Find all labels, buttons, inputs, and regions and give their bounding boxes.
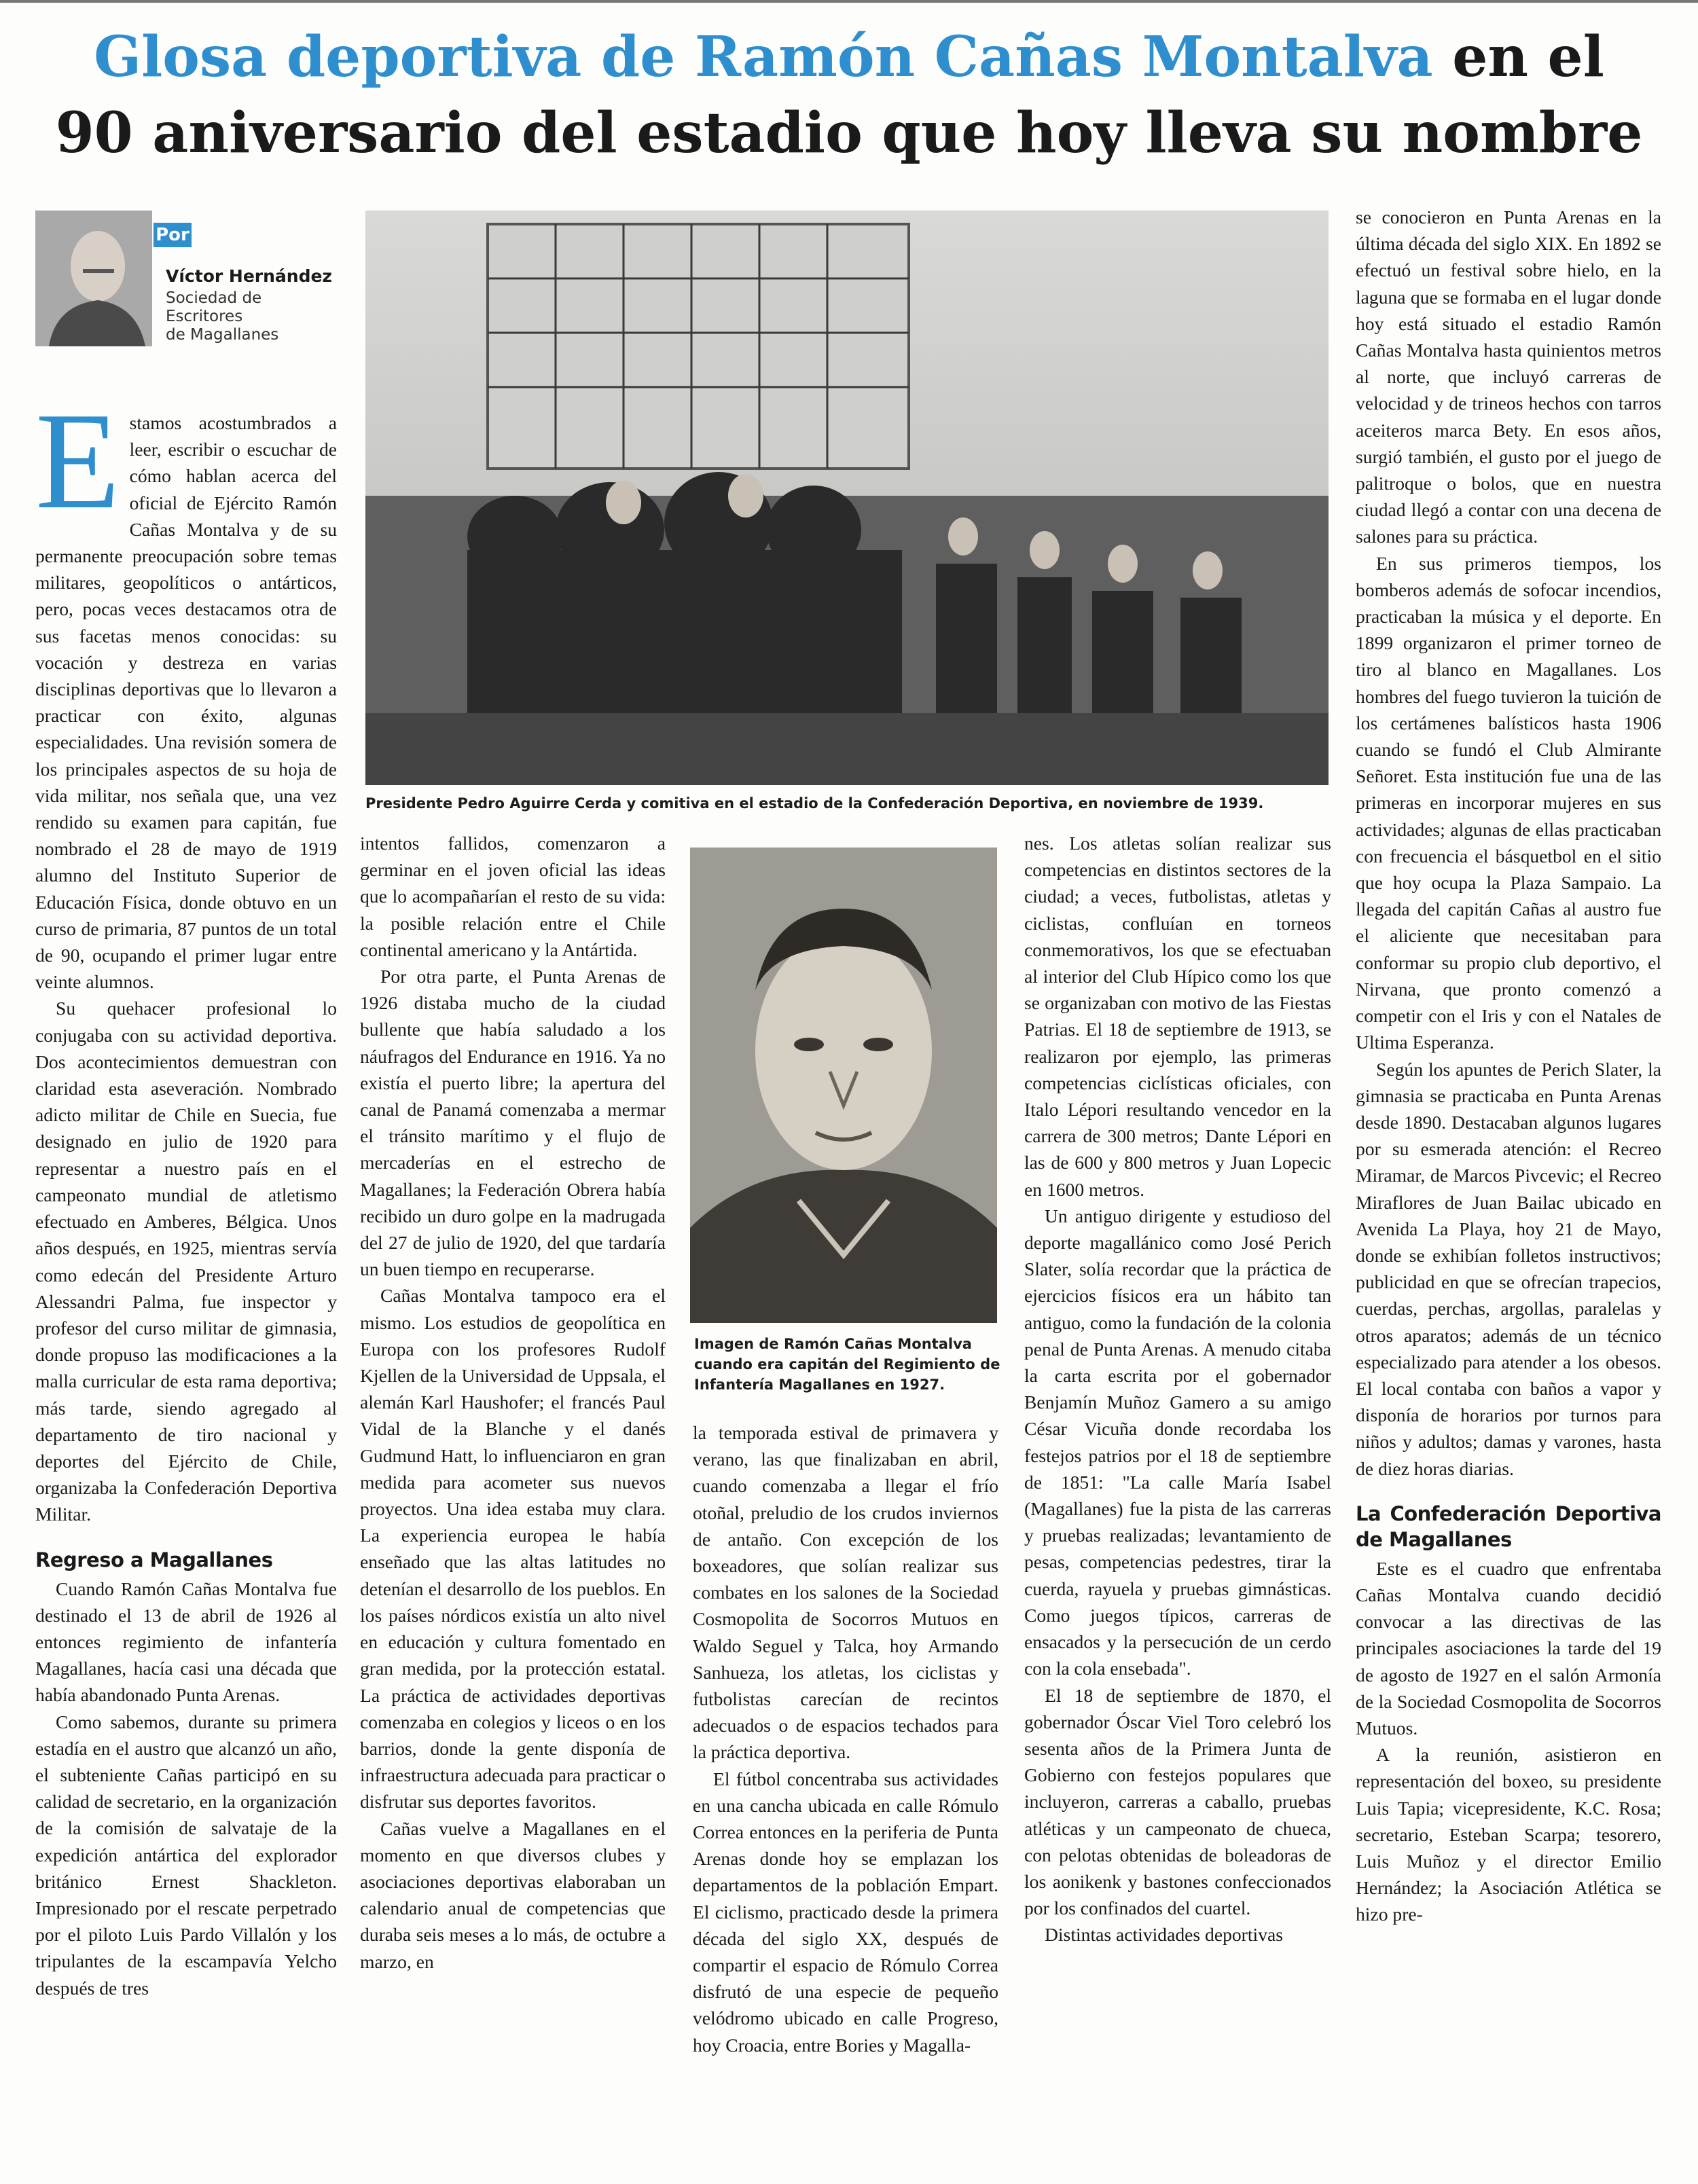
drop-cap: E: [35, 384, 120, 538]
column-5: [1356, 204, 1661, 1928]
paragraph: Según los apuntes de Perich Slater, la gimnasia se practicaba en Punta Arenas desde 1890. Destacaban algunos lugares por su esmerada atención: el Recreo Miramar, de Marcos Pivcevic; el Recreo Miraflores de Juan Bailac ubicado en Avenida La Playa, hoy 21 de Mayo, donde se exhibían folletos instructivos; publicidad en que se ofrecían trapecios, cuerdas, perchas, argollas, paralelas y otros aparatos; además de un técnico especializado para atender a los obesos. El local contaba con baños a vapor y disponía de horarios por turnos para niños y adultos; damas y varones, hasta de diez horas diarias.: [1356, 1058, 1661, 1479]
headline-highlight: Glosa deportiva de Ramón Cañas Montalva: [94, 24, 1433, 90]
paragraph: Cañas Montalva tampoco era el mismo. Los estudios de geopolítica en Europa con los profesores Rudolf Kjellen de la Universidad de Uppsala, el alemán Karl Haushofer; el francés Paul Vidal de la Blanche y el danés Gudmund Hatt, lo influenciaron en gran medida para acometer sus nuevos proyectos. Una idea estaba muy clara. La experiencia europea le había enseñado que las altas latitudes no detenían el desarrollo de los pueblos. En los países nórdicos existía un alto nivel en educación y cultura fomentado en gran medida, por la protección estatal. La práctica de actividades deportivas comenzaba en colegios y liceos o en los barrios, donde la gente disponía de infraestructura adecuada para practicar o disfrutar sus deportes favoritos.: [360, 1285, 666, 1813]
column-3: [693, 1419, 998, 2058]
paragraph: nes. Los atletas solían realizar sus competencias en distintos sectores de la ciudad; a veces, futbolistas, atletas y ciclistas, confluían en torneos conmemorativos, los que se efectuaban al interior del Club Hípico como los que se organizaban con motivo de las Fiestas Patrias. El 18 de septiembre de 1913, se realizaron por ejemplo, las primeras competencias ciclísticas oficiales, con Italo Lépori resultando vencedor en la carrera de 300 metros; Dante Lépori en las de 600 y 800 metros y Juan Lopecic en 1600 metros.: [1024, 833, 1331, 1200]
author-role-line: Sociedad de: [166, 289, 262, 307]
column-1: [35, 384, 337, 2001]
column-2: [360, 830, 666, 1975]
paragraph: intentos fallidos, comenzaron a germinar en el joven oficial las ideas que lo acompañarían el resto de su vida: la posible relación entre el Chile continental americano y la Antártida.: [360, 833, 666, 960]
paragraph: Cañas vuelve a Magallanes en el momento en que diversos clubes y asociaciones deportivas elaboraban un calendario anual de competencias que duraba seis meses a lo más, de octubre a marzo, en: [360, 1817, 666, 1972]
byline-label: Por: [153, 223, 192, 247]
paragraph: En sus primeros tiempos, los bomberos además de sofocar incendios, practicaban la música y el deporte. En 1899 organizaron el primer torneo de tiro al blanco en Magallanes. Los hombres del fuego tuvieron la tuición de los certámenes balísticos hasta 1906 cuando se fundó el Club Almirante Señoret. Esta institución fue una de las primeras en incorporar mujeres en sus actividades; algunas de ellas practicaban con frecuencia el básquetbol en el sitio que hoy ocupa la Plaza Sampaio. La llegada del capitán Cañas al austro fue el aliciente que necesitaban para conformar su propio club deportivo, el Nirvana, que pronto comenzó a competir con el Iris y con el Natales de Ultima Esperanza.: [1356, 552, 1661, 1053]
top-rule: [0, 0, 1698, 3]
paragraph: Como sabemos, durante su primera estadía en el austro que alcanzó un año, el subteniente Cañas participó en su calidad de secretario, en la organización de la comisión de salvataje de la expedición antártica del explorador británico Ernest Shackleton. Impresionado por el rescate perpetrado por el piloto Luis Pardo Villalón y los tripulantes de la escampavía Yelcho después de tres: [35, 1711, 337, 1999]
paragraph: Distintas actividades deportivas: [1045, 1924, 1283, 1946]
paragraph: se conocieron en Punta Arenas en la última década del siglo XIX. En 1892 se efectuó un festival sobre hielo, en la laguna que se formaba en el lugar donde hoy está situado el estadio Ramón Cañas Montalva hasta quinientos metros al norte, que incluyó carreras de velocidad y de trineos hechos con tarros aceiteros marca Bety. En esos años, surgió también, el gusto por el juego de palitroque o bolos, que en nuestra ciudad llegó a contar con una decena de salones para su práctica.: [1356, 206, 1661, 547]
column-4: [1024, 830, 1331, 1948]
section-heading: Regreso a Magallanes: [35, 1548, 273, 1571]
author-photo: [35, 211, 152, 346]
portrait-photo: [690, 848, 997, 1323]
headline-rest: en el: [1432, 24, 1604, 90]
headline-line-1: [20, 24, 1678, 90]
paragraph: stamos acostumbrados a leer, escribir o escuchar de cómo hablan acerca del oficial de Ejército Ramón Cañas Montalva y de su permanente preocupación sobre temas militares, geopolíticos o antárticos, pero, pocas veces destacamos otra de sus facetas menos conocidas: su vocación y destreza en varias disciplinas deportivas que lo llevaron a practicar con éxito, algunas especialidades. Una revisión somera de los principales aspectos de su hoja de vida militar, nos señala que, una vez rendido su examen para capitán, fue nombrado el 28 de mayo de 1919 alumno del Instituto Superior de Educación Física, donde obtuvo en un curso de primaria, 87 puntos de un total de 90, ocupando el primer lugar entre veinte alumnos.: [35, 412, 337, 993]
section-heading: La Confederación Deportiva de Magallanes: [1356, 1502, 1661, 1551]
paragraph: Un antiguo dirigente y estudioso del deporte magallánico como José Perich Slater, solía recordar que la práctica de ejercicios físicos era un hábito tan antiguo, como la fundación de la colonia penal de Punta Arenas. A menudo citaba la carta escrita por el gobernador Benjamín Muñoz Gamero a su amigo César Vicuña donde recordaba los festejos patrios por el 18 de septiembre de 1851: "La calle María Isabel (Magallanes) fue la pista de las carreras y pruebas realizadas; levantamiento de pesas, competencias pedestres, tirar la cuerda, rayuela y pruebas gimnásticas. Como juegos típicos, carreras de ensacados y la persecución de un cerdo con la cola ensebada".: [1024, 1205, 1331, 1679]
paragraph: El 18 de septiembre de 1870, el gobernador Óscar Viel Toro celebró los sesenta años de la Primera Junta de Gobierno con festejos populares que incluyeron, carreras a caballo, pruebas atléticas y un campeonato de chueca, con pelotas obtenidas de boleadoras de los aonikenk y bastones confeccionados por los confinados del cuartel.: [1024, 1684, 1331, 1919]
paragraph: la temporada estival de primavera y verano, las que finalizaban en abril, cuando comenzaba a llegar el frío otoñal, preludio de los crudos inviernos de antaño. Con excepción de los boxeadores, que solían realizar sus combates en los salones de la Sociedad Cosmopolita de Socorros Mutuos en Waldo Seguel y Talca, hoy Armando Sanhueza, los atletas, los ciclistas y futbolistas carecían de recintos adecuados o de espacios techados para la práctica deportiva.: [693, 1422, 998, 1763]
stadium-photo-image: [365, 211, 1329, 785]
paragraph: Cuando Ramón Cañas Montalva fue destinado el 13 de abril de 1926 al entonces regimiento de infantería Magallanes, hacía casi una década que había abandonado Punta Arenas.: [35, 1578, 337, 1706]
author-portrait-image: [35, 211, 152, 346]
stadium-photo: [365, 211, 1329, 785]
paragraph: A la reunión, asistieron en representación del boxeo, su presidente Luis Tapia; vicepresidente, K.C. Rosa; secretario, Esteban Scarpa; tesorero, Luis Muñoz y el director Emilio Hernández; la Asociación Atlética se hizo pre-: [1356, 1744, 1661, 1925]
author-role-line: Escritores: [166, 308, 243, 325]
headline-line-2: 90 aniversario del estadio que hoy lleva su nombre: [55, 101, 1643, 166]
portrait-photo-caption: Imagen de Ramón Cañas Montalva cuando era capitán del Regimiento de Infantería Magallanes en 1927.: [694, 1336, 1000, 1393]
author-name: Víctor Hernández: [166, 266, 332, 286]
portrait-photo-image: [690, 848, 997, 1323]
paragraph: Este es el cuadro que enfrentaba Cañas Montalva cuando decidió convocar a las directivas de las principales asociaciones la tarde del 19 de agosto de 1927 en el salón Armonía de la Sociedad Cosmopolita de Socorros Mutuos.: [1356, 1557, 1661, 1739]
author-role-line: de Magallanes: [166, 326, 279, 344]
paragraph: El fútbol concentraba sus actividades en una cancha ubicada en calle Rómulo Correa entonces en la periferia de Punta Arenas donde hoy se emplazan los departamentos de la población Empart. El ciclismo, practicado desde la primera década del siglo XX, después de compartir el espacio de Rómulo Correa disfrutó de una especie de pequeño velódromo ubicado en calle Progreso, hoy Croacia, entre Bories y Magalla-: [693, 1768, 998, 2056]
author-affiliation: [166, 289, 278, 344]
paragraph: Por otra parte, el Punta Arenas de 1926 distaba mucho de la ciudad bullente que había saludado a los náufragos del Endurance en 1916. Ya no existía el puerto libre; la apertura del canal de Panamá comenzaba a mermar el tránsito marítimo y el flujo de mercaderías en el estrecho de Magallanes; la Federación Obrera había recibido un duro golpe en la madrugada del 27 de julio de 1920, del que tardaría un buen tiempo en recuperarse.: [360, 966, 666, 1280]
paragraph: Su quehacer profesional lo conjugaba con su actividad deportiva. Dos acontecimientos demuestran con claridad esta aseveración. Nombrado adicto militar de Chile en Suecia, fue designado en julio de 1920 para representar a nuestro país en el campeonato mundial de atletismo efectuado en Amberes, Bélgica. Unos años después, en 1925, mientras servía como edecán del Presidente Arturo Alessandri Palma, fue inspector y profesor del curso militar de gimnasia, donde propuso las modificaciones a la malla curricular de esta rama deportiva; más tarde, siendo agregado al departamento de tiro nacional y deportes del Ejército de Chile, organizaba la Confederación Deportiva Militar.: [35, 998, 337, 1525]
stadium-photo-caption: Presidente Pedro Aguirre Cerda y comitiva en el estadio de la Confederación Deportiva, en noviembre de 1939.: [365, 795, 1264, 812]
